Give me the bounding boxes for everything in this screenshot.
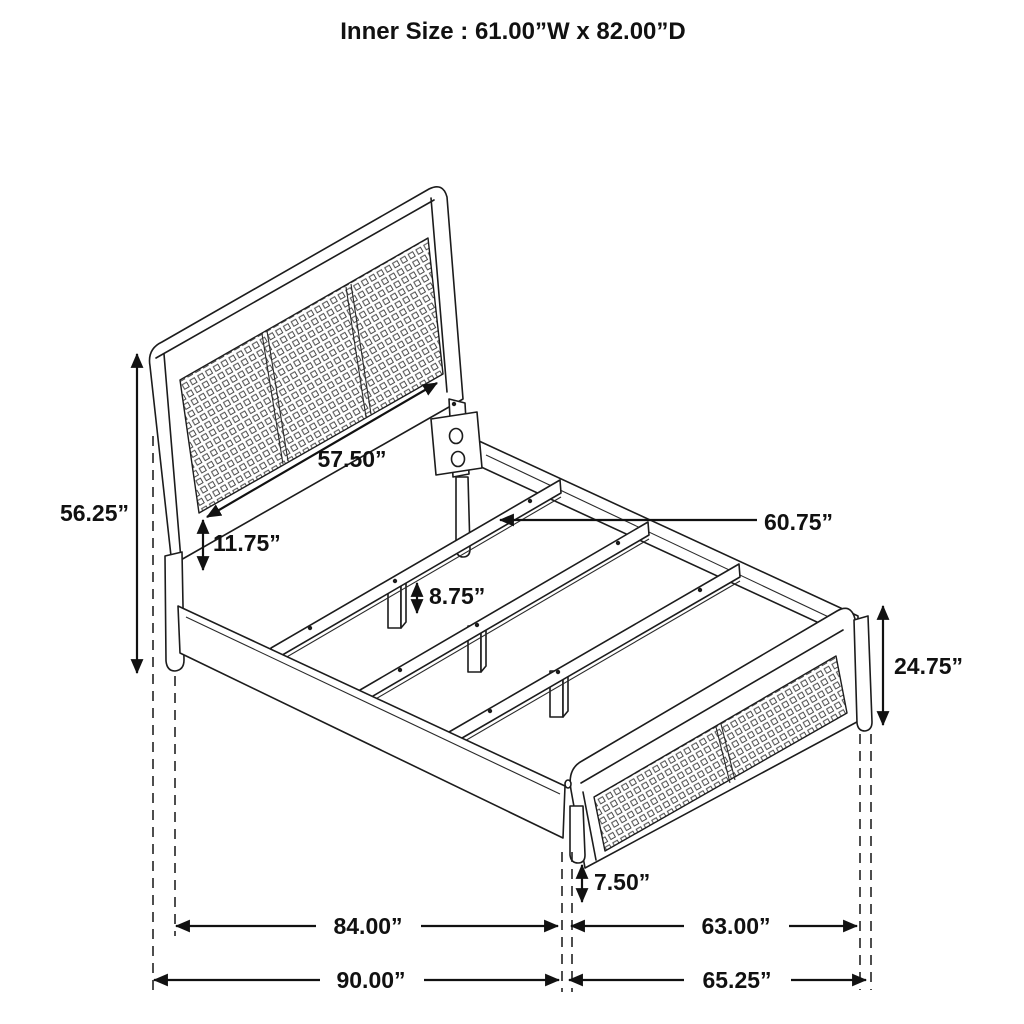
dim-overall-length-label: 90.00” (336, 967, 406, 993)
slat-1 (271, 480, 561, 661)
dim-footboard-height (883, 606, 963, 725)
footboard-right-leg (854, 616, 872, 731)
dim-headboard-rail-gap-label: 11.75” (213, 530, 281, 556)
dim-footboard-leg-height-label: 7.50” (594, 869, 651, 895)
dim-footboard-span (571, 913, 857, 939)
dim-overall-length (154, 967, 559, 993)
dim-slat-length-label: 60.75” (764, 509, 834, 535)
dim-slat-leg-height-label: 8.75” (429, 583, 486, 609)
headboard-post-hole (452, 402, 456, 406)
dim-footboard-span-label: 63.00” (701, 913, 771, 939)
dim-inner-length-label: 84.00” (333, 913, 403, 939)
bracket-bolt-hole-bottom (452, 452, 465, 467)
dim-footboard-leg-height (582, 865, 650, 902)
bracket-bolt-hole-top (450, 429, 463, 444)
page-title: Inner Size : 61.00”W x 82.00”D (340, 18, 686, 45)
dim-overall-width (569, 967, 866, 993)
footboard-rail-peg (565, 780, 571, 788)
headboard (150, 187, 471, 671)
dim-slat-leg-height (417, 583, 485, 613)
dim-overall-width-label: 65.25” (702, 967, 772, 993)
slat-1-edge (273, 497, 561, 665)
mounting-bracket (431, 412, 482, 475)
dim-inner-length (176, 913, 558, 939)
dim-headboard-height-label: 56.25” (59, 500, 129, 526)
dim-footboard-height-label: 24.75” (894, 653, 964, 679)
side-rail-front (178, 606, 565, 838)
dim-headboard-height (60, 354, 137, 673)
dim-headboard-width-label: 57.50” (317, 446, 387, 472)
